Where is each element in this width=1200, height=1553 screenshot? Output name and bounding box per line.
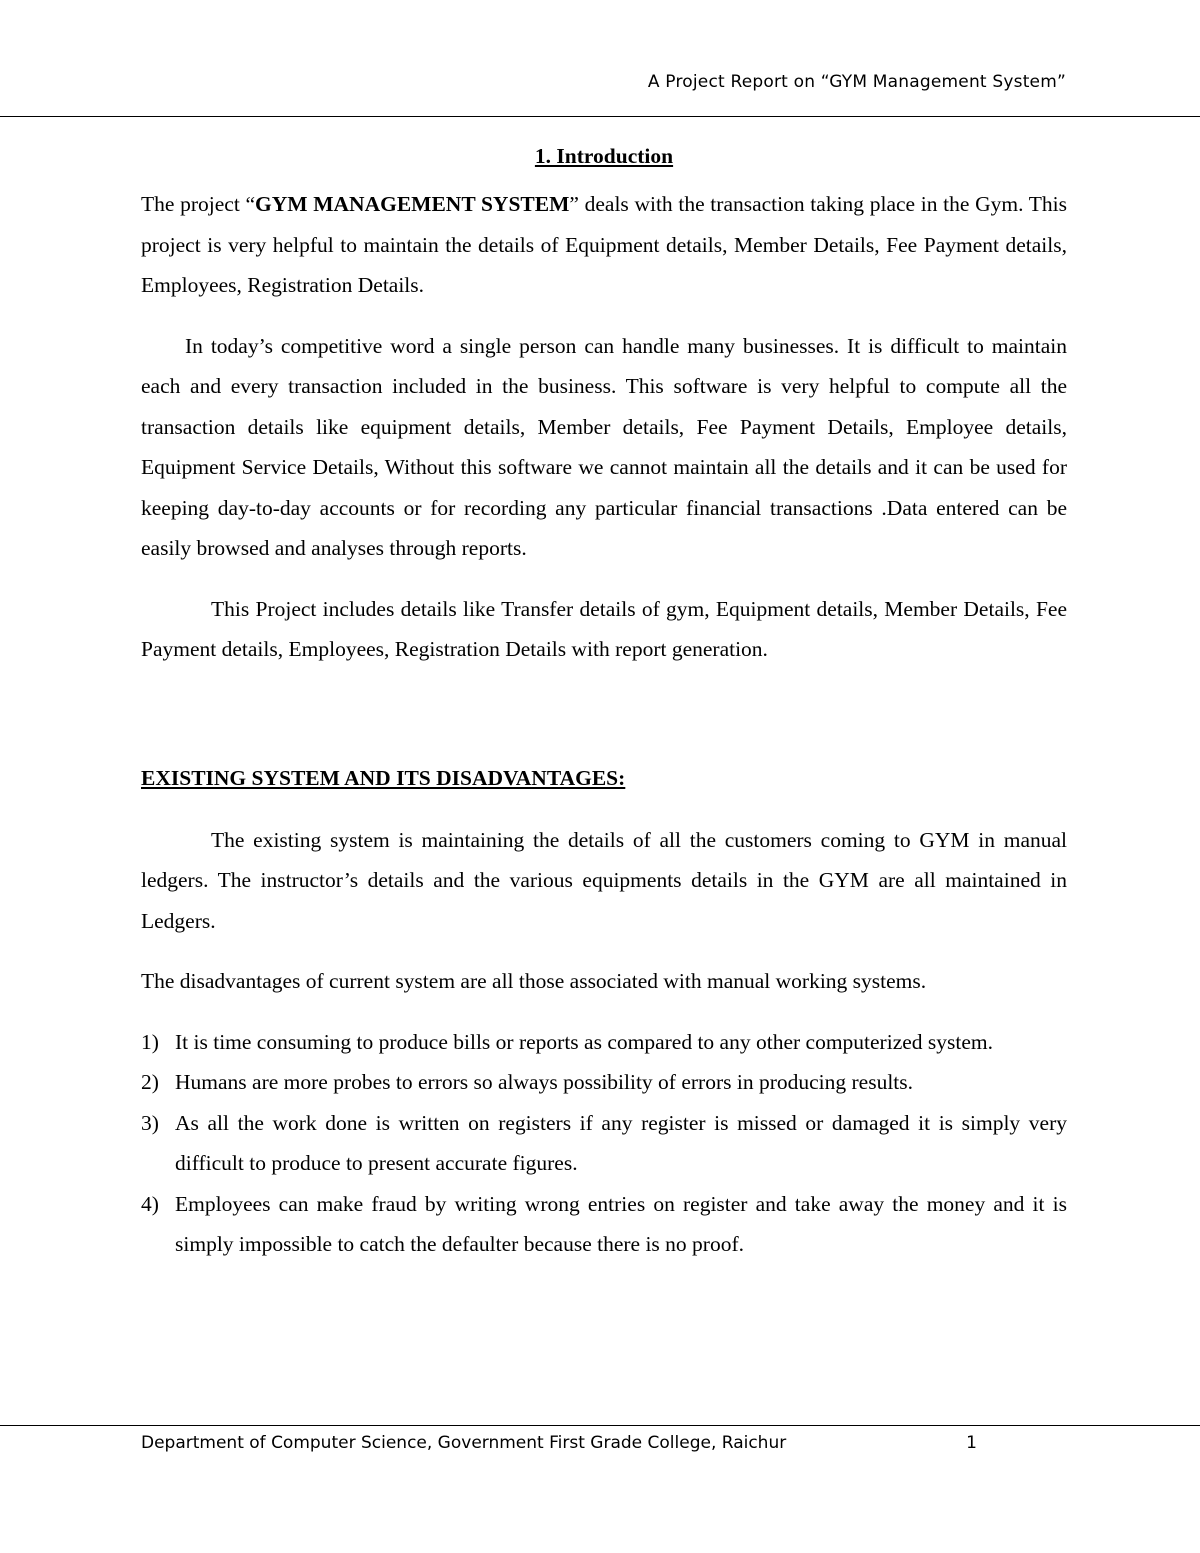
disadvantages-list [141, 1022, 1067, 1265]
list-item-number: 1) [141, 1029, 159, 1054]
list-item-text: Humans are more probes to errors so always possibility of errors in producing results. [175, 1070, 914, 1094]
list-item-number: 4) [141, 1191, 159, 1216]
section-title: 1. Introduction [534, 144, 674, 168]
list-item [141, 1062, 1067, 1103]
list-item-text: It is time consuming to produce bills or reports as compared to any other computerized system. [175, 1029, 993, 1054]
footer-department: Department of Computer Science, Government First Grade College, Raichur [141, 1433, 787, 1453]
disadvantages-intro: The disadvantages of current system are all those associated with manual working systems. [141, 969, 927, 993]
existing-system-heading: EXISTING SYSTEM AND ITS DISADVANTAGES: [141, 765, 626, 790]
page-number: 1 [966, 1433, 977, 1453]
list-item-number: 2) [141, 1070, 159, 1094]
header-divider [0, 116, 1200, 117]
page-footer [141, 1433, 977, 1453]
project-name: GYM MANAGEMENT SYSTEM [255, 192, 570, 216]
list-item [141, 1184, 1067, 1265]
list-item-number: 3) [141, 1110, 159, 1135]
list-item [141, 1022, 1067, 1063]
existing-system-paragraph: The existing system is maintaining the details of all the customers coming to GYM in manual ledgers. The instructor’s details and the various equipments details in the GYM are all maintained in Ledgers. [141, 827, 1067, 933]
intro-paragraph-3: This Project includes details like Transfer details of gym, Equipment details, Member Details, Fee Payment details, Employees, Registration Details with report generation. [141, 596, 1067, 661]
document-body [141, 140, 1067, 1265]
running-header: A Project Report on “GYM Management System” [647, 72, 1066, 92]
footer-divider [0, 1425, 1200, 1426]
intro-paragraph-1 [141, 184, 1067, 306]
list-item-text: Employees can make fraud by writing wrong entries on register and take away the money and it is simply impossible to catch the defaulter because there is no proof. [175, 1191, 1067, 1256]
list-item-text: As all the work done is written on registers if any register is missed or damaged it is simply very difficult to produce to present accurate figures. [175, 1110, 1067, 1175]
list-item [141, 1103, 1067, 1184]
intro-p1-rest: ” deals with the transaction taking place in the Gym. This project is very helpful to maintain the details of Equipment details, Member Details, Fee Payment details, Employees, Registration Details. [141, 192, 1067, 297]
intro-p1-start: The project “ [141, 192, 256, 216]
intro-paragraph-2: In today’s competitive word a single person can handle many businesses. It is difficult to maintain each and every transaction included in the business. This software is very helpful to compute all the transaction details like equipment details, Member details, Fee Payment Details, Employee details, Equipment Service Details, Without this software we cannot maintain all the details and it can be used for keeping day-to-day accounts or for recording any particular financial transactions .Data entered can be easily browsed and analyses through reports. [141, 333, 1067, 560]
